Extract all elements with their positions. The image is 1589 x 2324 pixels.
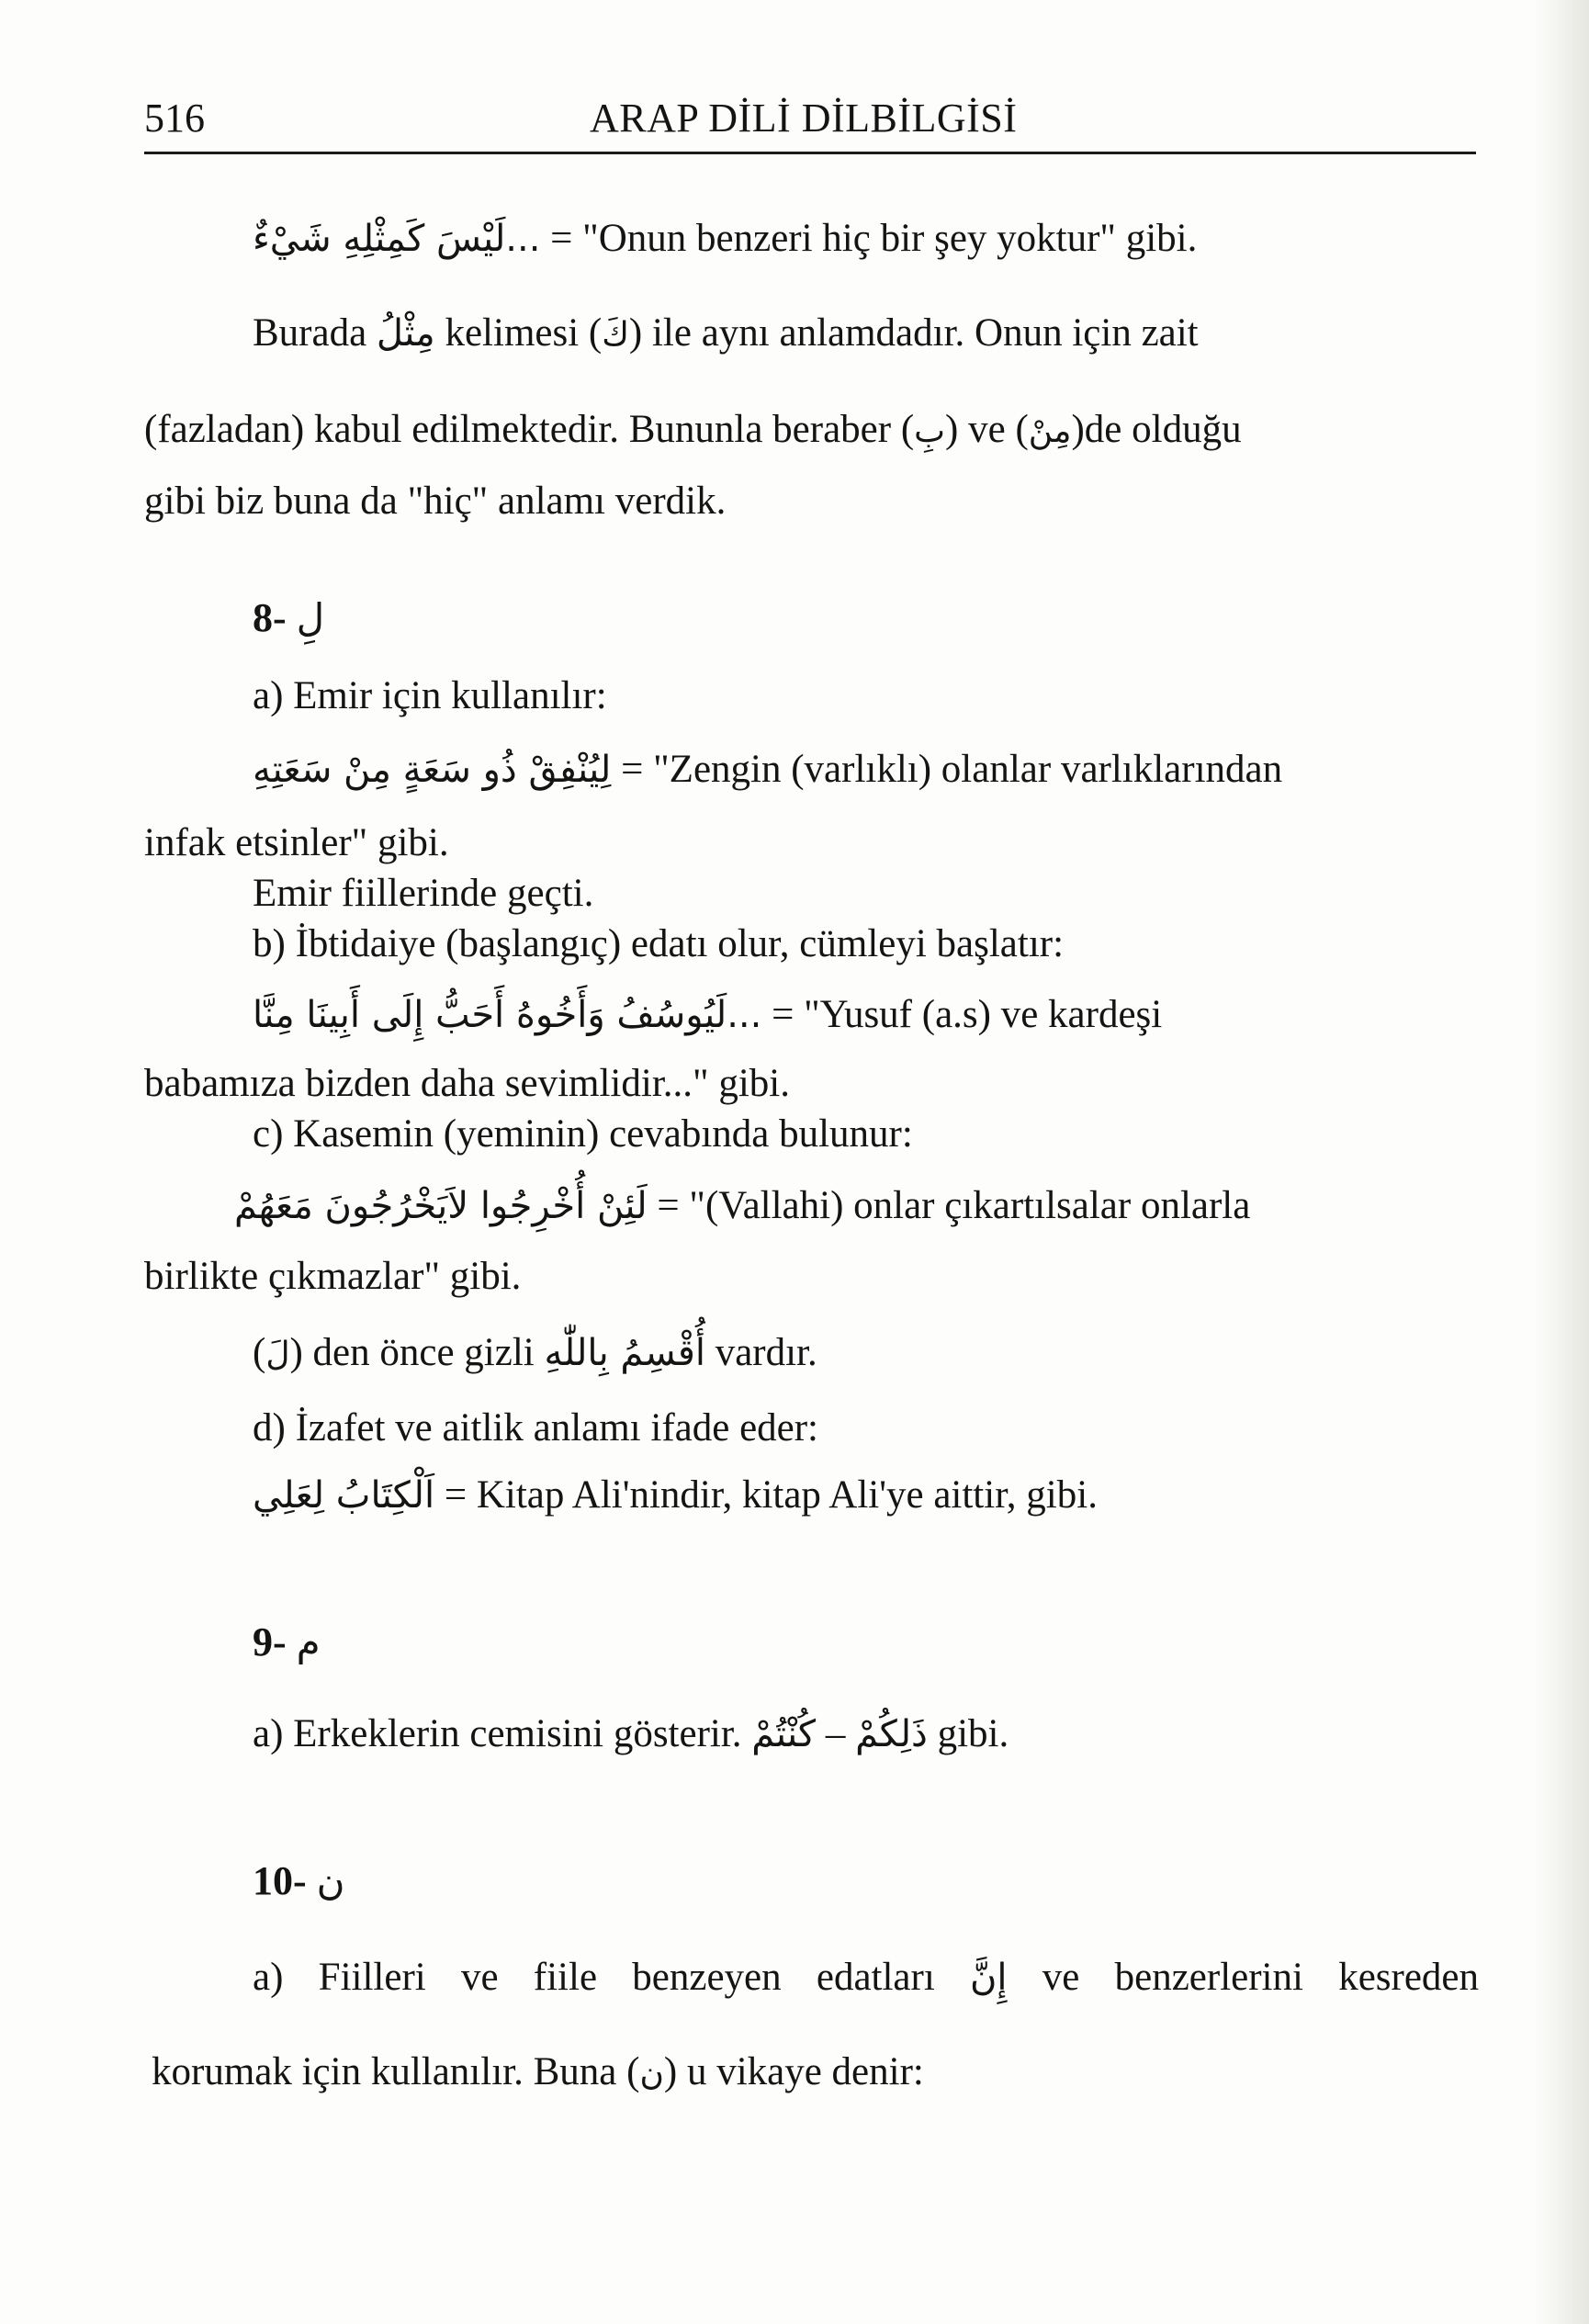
arabic-phrase: أُقْسِمُ بِاللّٰهِ — [544, 1332, 705, 1374]
sec8-c-label: c) Kasemin (yeminin) cevabında bulunur: — [253, 1112, 913, 1156]
arabic-example: ...لَيُوسُفُ وَأَخُوهُ أَحَبُّ إِلَى أَبِينَا مِنَّا — [253, 994, 762, 1036]
section-number: 9- — [253, 1619, 287, 1664]
sec8-b-example — [253, 989, 1162, 1041]
section-number: 10- — [253, 1858, 307, 1903]
text: ) ve ( — [945, 408, 1029, 451]
text: ) den önce gizli — [289, 1331, 535, 1374]
text: )de olduğu — [1071, 408, 1242, 451]
arabic-word: كُنْتُمْ — [751, 1713, 817, 1755]
section-heading-10 — [253, 1856, 345, 1907]
example-translation: = "Yusuf (a.s) ve kardeşi — [772, 993, 1163, 1036]
intro-line-3 — [144, 404, 1242, 457]
text: ( — [253, 1331, 266, 1374]
section-letter: لِ — [296, 595, 325, 640]
arabic-word: مِثْلُ — [376, 312, 435, 355]
arabic-example: لِيُنْفِقْ ذُو سَعَةٍ مِنْ سَعَتِهِ — [253, 749, 612, 791]
example-translation: = "(Vallahi) onlar çıkartılsalar onlarla — [657, 1184, 1251, 1227]
page-edge-shadow — [1534, 0, 1589, 2324]
text: a) Erkeklerin cemisini gösterir. — [253, 1712, 742, 1755]
text: gibi. — [937, 1712, 1009, 1755]
sec8-a-example — [253, 744, 1282, 795]
text: vardır. — [715, 1331, 817, 1374]
sec8-a-cont: infak etsinler" gibi. — [144, 821, 449, 864]
arabic-example: اَلْكِتَابُ لِعَلِي — [253, 1474, 435, 1517]
sec8-a-note: Emir fiillerinde geçti. — [253, 872, 594, 915]
section-heading-8 — [253, 592, 324, 644]
section-letter: ن — [316, 1858, 345, 1903]
sec8-c-cont: birlikte çıkmazlar" gibi. — [144, 1255, 522, 1298]
running-title: ARAP DİLİ DİLBİLGİSİ — [590, 96, 1018, 141]
text: korumak için kullanılır. Buna ( — [152, 2050, 640, 2093]
sec9-a-line — [253, 1709, 1009, 1760]
sec8-d-example — [253, 1470, 1098, 1521]
arabic-word: إِنَّ — [970, 1957, 1008, 1999]
example-translation: = "Zengin (varlıklı) olanlar varlıklarından — [621, 748, 1283, 791]
sec8-d-label: d) İzafet ve aitlik anlamı ifade eder: — [253, 1406, 819, 1450]
page-header — [144, 87, 1476, 154]
example-translation: = "Onun benzeri hiç bir şey yoktur" gibi. — [550, 217, 1198, 260]
arabic-letter: كَ — [602, 316, 629, 354]
sec10-a-cont — [152, 2047, 924, 2100]
text: Burada — [253, 311, 367, 355]
sec8-c-note — [253, 1327, 817, 1381]
example-translation: = Kitap Ali'nindir, kitap Ali'ye aittir, gibi. — [444, 1473, 1098, 1517]
intro-line-2 — [253, 308, 1199, 361]
sec10-a-line — [253, 1952, 1479, 2003]
dash: – — [825, 1712, 846, 1755]
arabic-word: مِنْ — [1028, 412, 1072, 450]
sec8-b-cont: babamıza bizden daha sevimlidir..." gibi. — [144, 1062, 790, 1105]
arabic-word: ذَلِكُمْ — [855, 1713, 928, 1755]
text: ) u vikaye denir: — [663, 2050, 924, 2093]
text: a) Fiilleri ve fiile benzeyen edatları — [253, 1956, 935, 1999]
sec8-b-label: b) İbtidaiye (başlangıç) edatı olur, cümleyi başlatır: — [253, 922, 1065, 965]
intro-example-line — [253, 213, 1197, 265]
section-number: 8- — [253, 595, 287, 640]
text: (fazladan) kabul edilmektedir. Bununla beraber ( — [144, 408, 915, 451]
arabic-example: ...لَيْسَ كَمِثْلِهِ شَيْءٌ — [253, 218, 541, 260]
arabic-letter: بِ — [914, 412, 946, 450]
text: kelimesi ( — [445, 311, 603, 355]
arabic-letter: ن — [639, 2055, 664, 2093]
arabic-letter: لَ — [265, 1336, 290, 1373]
intro-line-4: gibi biz buna da "hiç" anlamı verdik. — [144, 479, 727, 523]
section-heading-9 — [253, 1617, 321, 1668]
page-number: 516 — [144, 96, 205, 141]
arabic-example: لَئِنْ أُخْرِجُوا لاَيَخْرُجُونَ مَعَهُمْ — [234, 1185, 648, 1227]
text: ) ile aynı anlamdadır. Onun için zait — [628, 311, 1199, 355]
sec8-a-label: a) Emir için kullanılır: — [253, 674, 607, 717]
section-letter: م — [296, 1619, 321, 1664]
sec8-c-example — [234, 1180, 1250, 1232]
text: ve benzerlerini kesreden — [1042, 1956, 1480, 1999]
